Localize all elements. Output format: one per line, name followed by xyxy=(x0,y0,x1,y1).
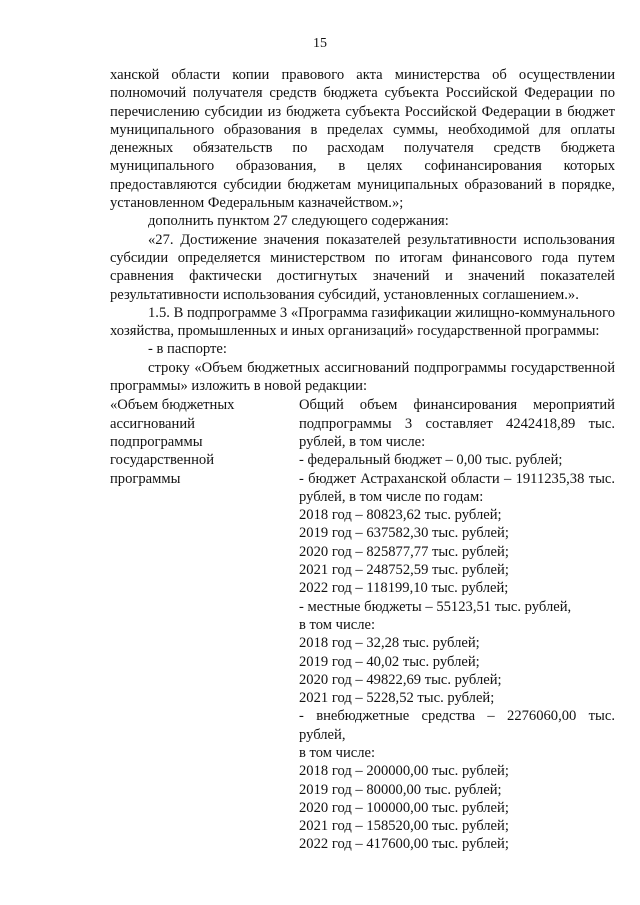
page-number: 15 xyxy=(313,36,327,51)
funding-total: Общий объем финансирования мероприятий подпрограммы 3 составляет 4242418,89 тыс. рублей, в том числе: xyxy=(299,397,615,450)
table-row-value xyxy=(299,396,615,853)
funding-year: 2019 год – 637582,30 тыс. рублей; xyxy=(299,525,509,542)
funding-year: 2020 год – 100000,00 тыс. рублей; xyxy=(299,799,509,816)
funding-year: 2021 год – 5228,52 тыс. рублей; xyxy=(299,690,495,707)
funding-year: 2021 год – 248752,59 тыс. рублей; xyxy=(299,562,509,579)
paragraph: дополнить пунктом 27 следующего содержания: xyxy=(148,213,449,230)
funding-local: - местные бюджеты – 55123,51 тыс. рублей, xyxy=(299,598,572,615)
funding-extra-incl: в том числе: xyxy=(299,744,376,761)
funding-table xyxy=(110,396,615,853)
paragraph: строку «Объем бюджетных ассигнований подпрограммы государственной программы» изложить в новой редакции: xyxy=(110,359,615,395)
funding-year: 2018 год – 80823,62 тыс. рублей; xyxy=(299,507,502,524)
paragraph: 1.5. В подпрограмме 3 «Программа газификации жилищно-коммунального хозяйства, промышленных и иных организаций» государственной программы: xyxy=(110,304,615,340)
funding-local-incl: в том числе: xyxy=(299,616,376,633)
funding-year: 2020 год – 49822,69 тыс. рублей; xyxy=(299,671,502,688)
funding-regional: - бюджет Астраханской области – 1911235,38 тыс. рублей, в том числе по годам: xyxy=(299,470,615,505)
funding-year: 2019 год – 40,02 тыс. рублей; xyxy=(299,653,480,670)
table-row-label: «Объем бюджетных ассигнований подпрограммы государственной программы xyxy=(110,397,235,487)
funding-year: 2018 год – 200000,00 тыс. рублей; xyxy=(299,763,509,780)
funding-year: 2022 год – 118199,10 тыс. рублей; xyxy=(299,580,509,597)
document-body xyxy=(110,66,615,854)
funding-year: 2021 год – 158520,00 тыс. рублей; xyxy=(299,818,509,835)
funding-extrabudgetary: - внебюджетные средства – 2276060,00 тыс. рублей, xyxy=(299,708,615,743)
paragraph: «27. Достижение значения показателей результативности использования субсидии определяется министерством по итогам финансового года путем сравнения фактически достигнутых значений и значений показателей результативности использования субсидий, установленных соглашением.». xyxy=(110,231,615,303)
funding-year: 2022 год – 417600,00 тыс. рублей; xyxy=(299,836,509,853)
funding-year: 2018 год – 32,28 тыс. рублей; xyxy=(299,635,480,652)
funding-federal: - федеральный бюджет – 0,00 тыс. рублей; xyxy=(299,452,563,469)
paragraph: - в паспорте: xyxy=(148,341,227,358)
paragraph: ханской области копии правового акта министерства об осуществлении полномочий получателя средств бюджета субъекта Российской Федерации по перечислению субсидии из бюджета субъекта Российской Федерации в бюджет муниципального образования в пределах суммы, необходимой для оплаты денежных обязательств по расходам получателя средств бюджета муниципального образования, в целях софинансирования которых предоставляются субсидии бюджетам муниципальных образований в порядке, установленном Федеральным казначейством.»; xyxy=(110,67,615,212)
funding-year: 2019 год – 80000,00 тыс. рублей; xyxy=(299,781,502,798)
funding-year: 2020 год – 825877,77 тыс. рублей; xyxy=(299,543,509,560)
